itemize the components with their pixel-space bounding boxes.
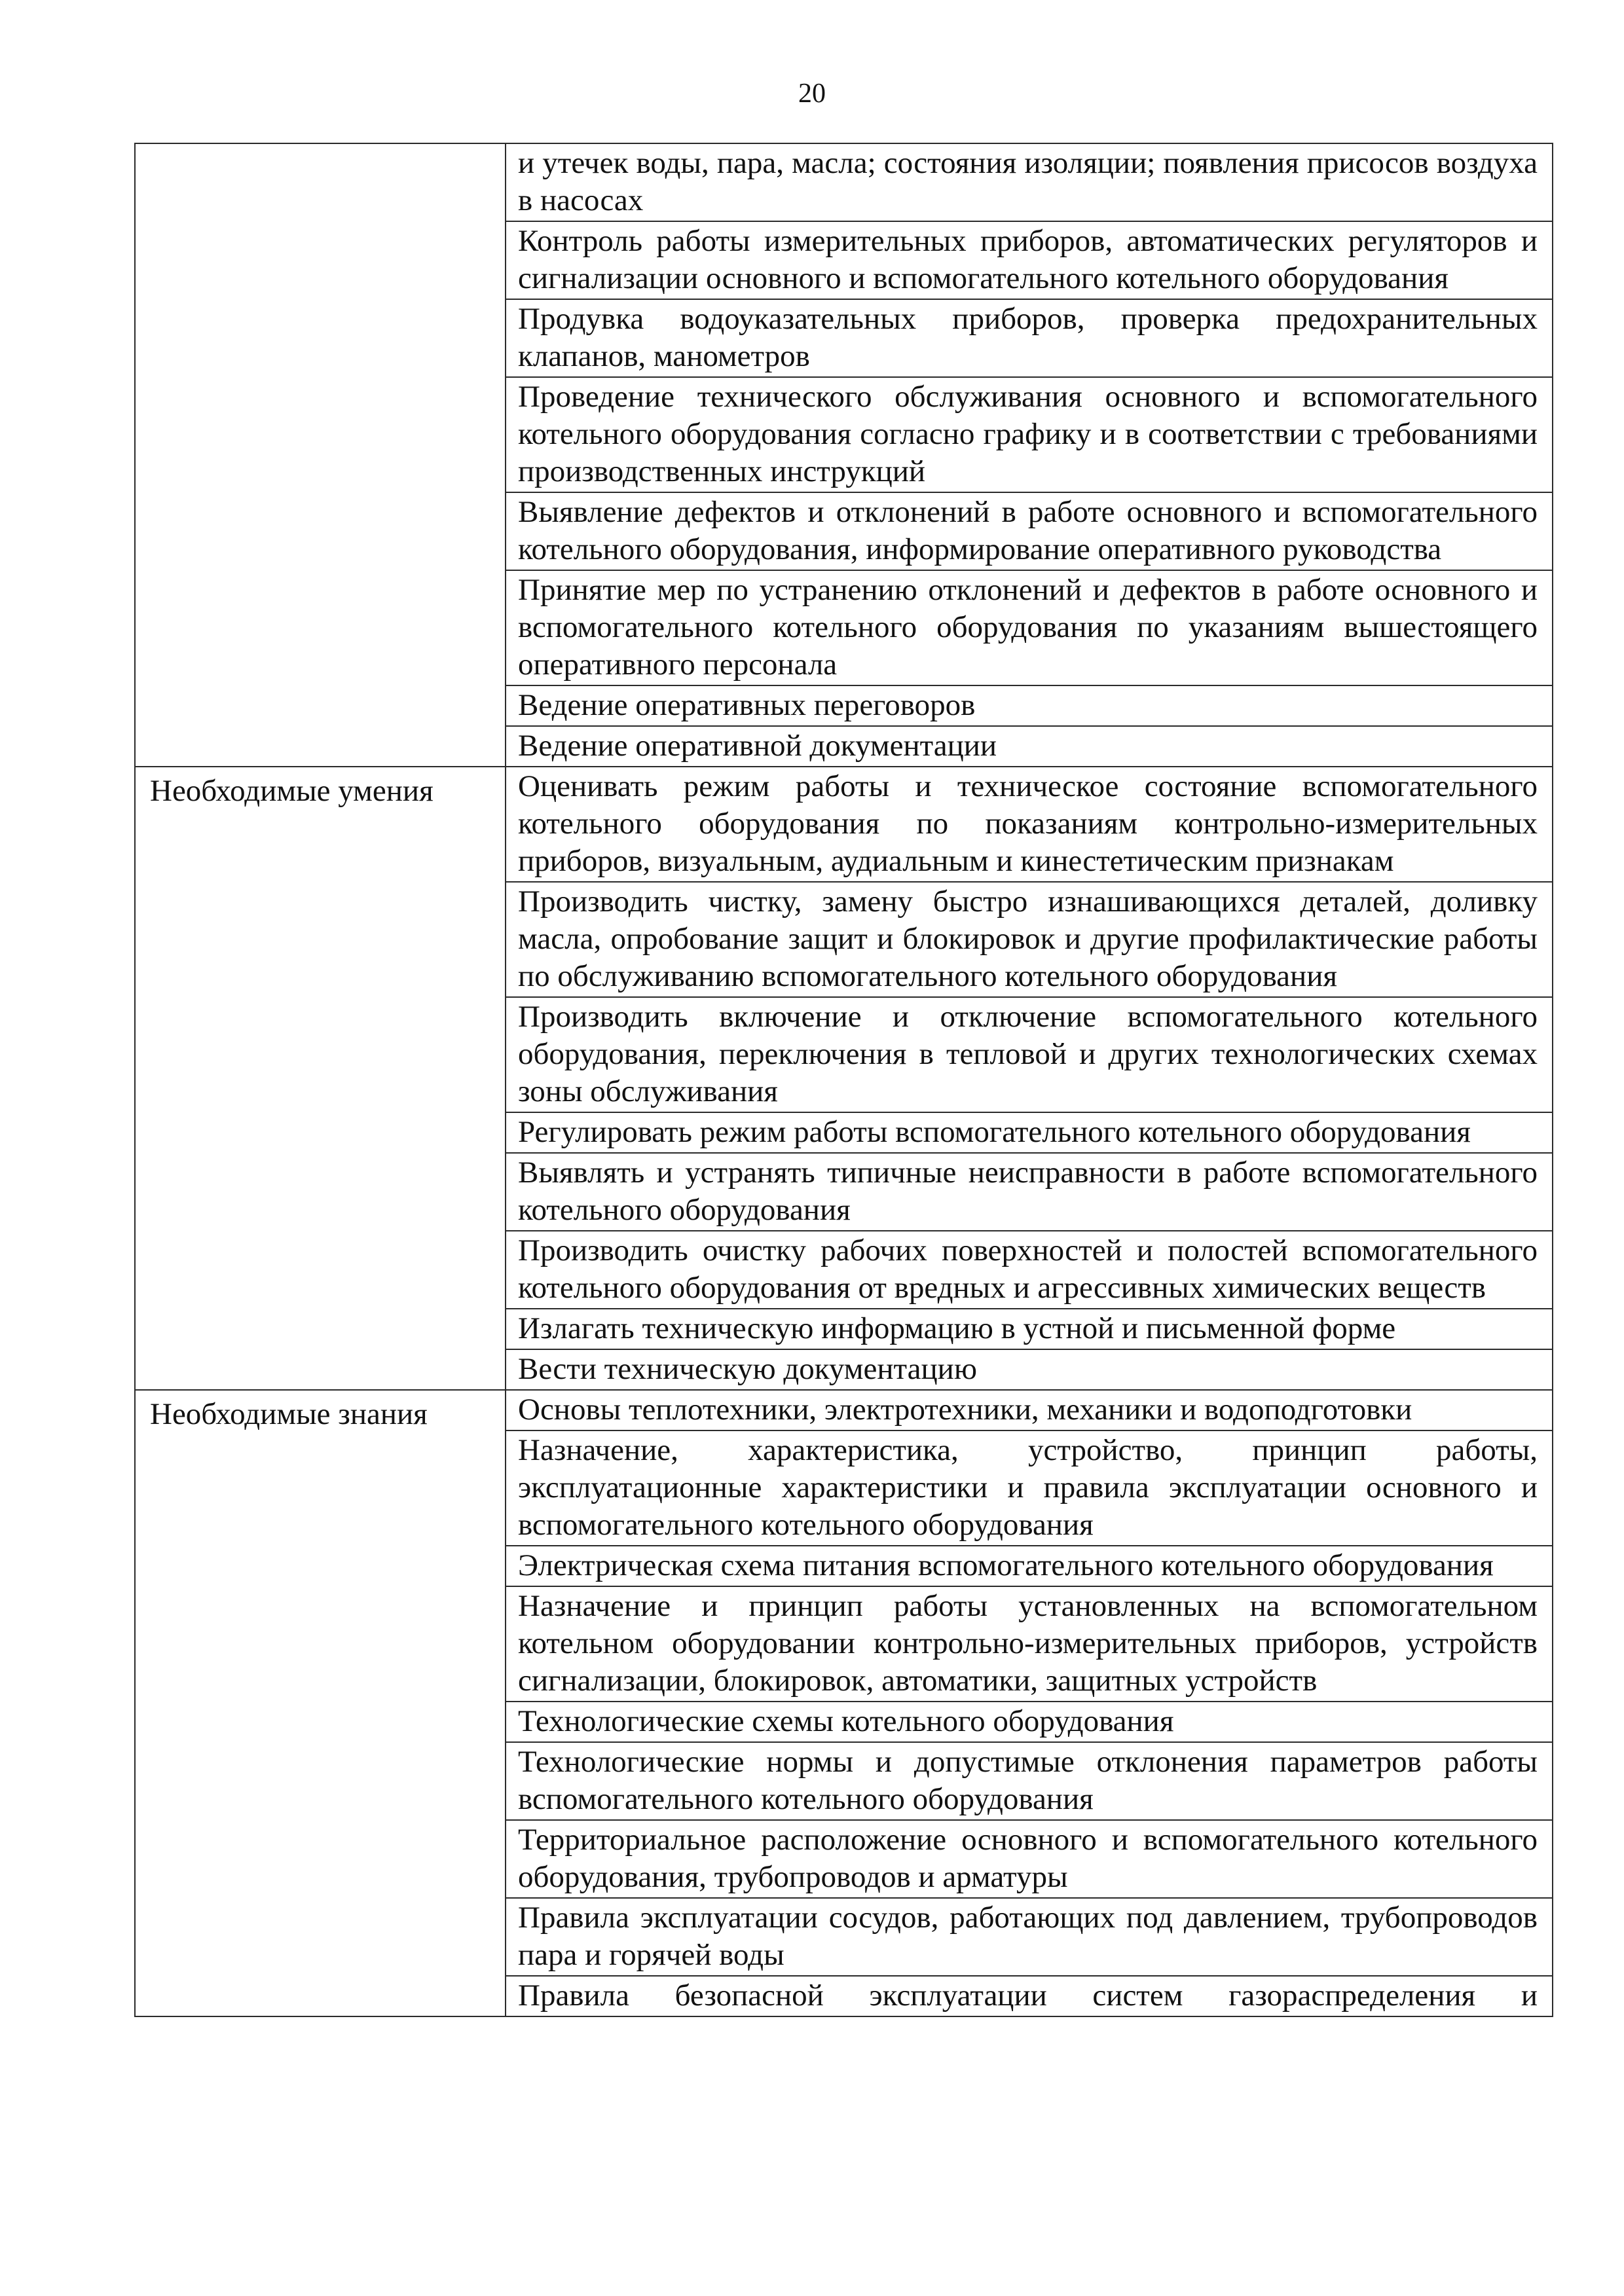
row-label-skills: Необходимые умения [135, 767, 506, 1390]
table-row [135, 1390, 1553, 1430]
table-cell-item: Излагать техническую информацию в устной и письменной форме [506, 1309, 1553, 1349]
table-cell-item: Технологические нормы и допустимые отклонения параметров работы вспомогательного котельного оборудования [506, 1742, 1553, 1820]
row-label-knowledge: Необходимые знания [135, 1390, 506, 2016]
table-cell-item: Правила эксплуатации сосудов, работающих под давлением, трубопроводов пара и горячей воды [506, 1898, 1553, 1976]
table-cell-item: Правила безопасной эксплуатации систем газораспределения и [506, 1976, 1553, 2016]
table-cell-item: Выявлять и устранять типичные неисправности в работе вспомогательного котельного оборудования [506, 1153, 1553, 1231]
requirements-table [134, 143, 1553, 2017]
table-row [135, 143, 1553, 221]
row-label-cell [135, 143, 506, 767]
table-cell-item: Оценивать режим работы и техническое состояние вспомогательного котельного оборудования по показаниям контрольно-измерительных приборов, визуальным, аудиальным и кинестетическим признакам [506, 767, 1553, 882]
table-cell-item: Продувка водоуказательных приборов, проверка предохранительных клапанов, манометров [506, 299, 1553, 377]
table-cell-item: Территориальное расположение основного и вспомогательного котельного оборудования, трубопроводов и арматуры [506, 1820, 1553, 1898]
table-cell-item: Ведение оперативной документации [506, 726, 1553, 767]
page-number: 20 [798, 79, 826, 109]
table-cell-item: Производить чистку, замену быстро изнашивающихся деталей, доливку масла, опробование защит и блокировок и другие профилактические работы по обслуживанию вспомогательного котельного оборудования [506, 882, 1553, 997]
table-cell-item: Вести техническую документацию [506, 1349, 1553, 1390]
table-cell-item: Назначение и принцип работы установленных на вспомогательном котельном оборудовании контрольно-измерительных приборов, устройств сигнализации, блокировок, автоматики, защитных устройств [506, 1586, 1553, 1702]
table-cell-item: Производить включение и отключение вспомогательного котельного оборудования, переключения в тепловой и других технологических схемах зоны обслуживания [506, 997, 1553, 1112]
table-cell-item: Ведение оперативных переговоров [506, 685, 1553, 726]
table-row [135, 767, 1553, 882]
table-cell-item: Технологические схемы котельного оборудования [506, 1702, 1553, 1742]
table-cell-item: Основы теплотехники, электротехники, механики и водоподготовки [506, 1390, 1553, 1430]
table-cell-item: Электрическая схема питания вспомогательного котельного оборудования [506, 1546, 1553, 1586]
table-cell-item: Проведение технического обслуживания основного и вспомогательного котельного оборудования согласно графику и в соответствии с требованиями производственных инструкций [506, 377, 1553, 492]
table-cell-item: Производить очистку рабочих поверхностей и полостей вспомогательного котельного оборудования от вредных и агрессивных химических веществ [506, 1231, 1553, 1309]
table-cell-item: Назначение, характеристика, устройство, принцип работы, эксплуатационные характеристики и правила эксплуатации основного и вспомогательного котельного оборудования [506, 1430, 1553, 1546]
table-cell-item: Контроль работы измерительных приборов, автоматических регуляторов и сигнализации основного и вспомогательного котельного оборудования [506, 221, 1553, 299]
table-cell-item: Регулировать режим работы вспомогательного котельного оборудования [506, 1112, 1553, 1153]
table-cell-item: Выявление дефектов и отклонений в работе основного и вспомогательного котельного оборудования, информирование оперативного руководства [506, 492, 1553, 570]
table-cell-item: и утечек воды, пара, масла; состояния изоляции; появления присосов воздуха в насосах [506, 143, 1553, 221]
table-cell-item: Принятие мер по устранению отклонений и дефектов в работе основного и вспомогательного котельного оборудования по указаниям вышестоящего оперативного персонала [506, 570, 1553, 685]
